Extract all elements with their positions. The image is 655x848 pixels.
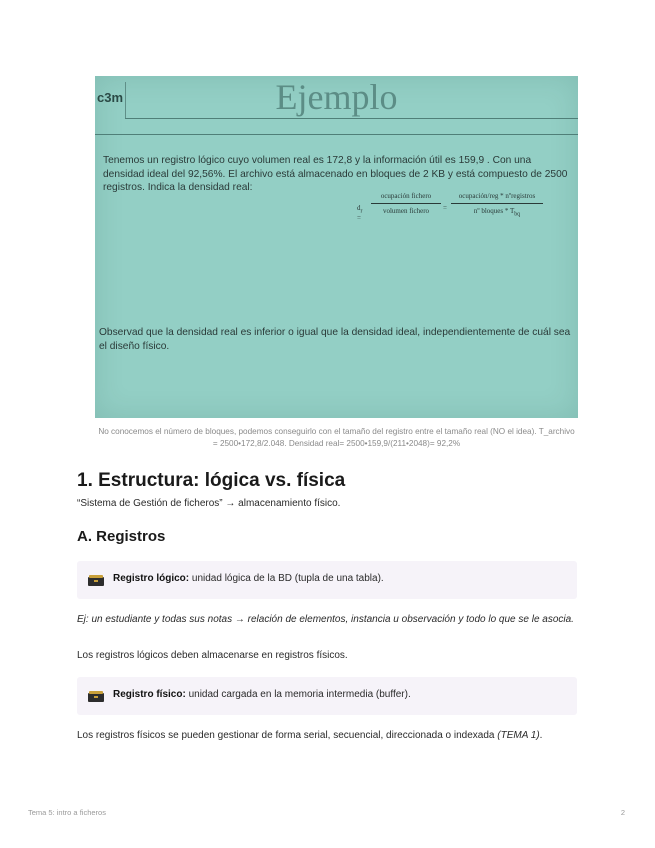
slide-observation-text: Observad que la densidad real es inferior o igual que la densidad ideal, independientemente de cuál sea el diseño físico. [99, 327, 571, 352]
page-number: 2 [620, 808, 625, 817]
ejemplo-text: Ej: un estudiante y todas sus notas → relación de elementos, instancia u observación y todo lo que se le asocia. [77, 614, 574, 625]
slide-title: Ejemplo [275, 77, 398, 117]
formula-lhs: $d_r$ = [357, 204, 363, 223]
example-slide-image: c3m Ejemplo Tenemos un registro lógico cuyo volumen real es 172,8 y la información útil es 159,9 . Con una densidad ideal del 92,56%. El archivo está almacenado en bloques de 2 KB y está compuesto de 2500 registros. Indica la densidad real: $d_r$ = ocupación fichero volumen fichero = ocupación/reg * nºregistros nº bloques * $T_{bq}$ Observad que la densidad real es inferior o igual que la densidad ideal, independientemente de cuál sea el diseño físico. [95, 76, 578, 418]
formula-fraction-2: ocupación/reg * nºregistros nº bloques * $T_{bq}$ [451, 192, 543, 217]
callout-label: Registro lógico: [113, 573, 190, 584]
callout-text: unidad lógica de la BD (tupla de una tabla). [189, 573, 384, 584]
callout-registro-fisico [77, 677, 577, 715]
image-caption: No conocemos el número de bloques, podemos conseguirlo con el tamaño del registro entre el tamaño real (NO el idea). T_archivo = 2500•172,8/2.048. Densidad real= 2500•159,9/(211•2048)= 92,2% [98, 427, 575, 448]
registros-logicos-text: Los registros lógicos deben almacenarse en registros físicos. [77, 650, 348, 661]
file-box-icon [88, 691, 104, 702]
formula-fraction-1: ocupación fichero volumen fichero [371, 192, 441, 215]
slide-rule-bottom [95, 134, 578, 135]
registros-fisicos-text: Los registros físicos se pueden gestionar de forma serial, secuencial, direccionada o indexada (TEMA 1). [77, 730, 543, 741]
slide-problem-text: Tenemos un registro lógico cuyo volumen real es 172,8 y la información útil es 159,9 . Con una densidad ideal del 92,56%. El archivo está almacenado en bloques de 2 KB y está compuesto de 2500 registros. Indica la densidad real: [103, 155, 568, 193]
file-box-icon [88, 575, 104, 586]
sistema-gestion-text: “Sistema de Gestión de ficheros” → almacenamiento físico. [77, 498, 341, 509]
slide-rule-top [125, 118, 578, 119]
callout-label: Registro físico: [113, 689, 186, 700]
callout-text: unidad cargada en la memoria intermedia (buffer). [185, 689, 411, 700]
callout-registro-logico [77, 561, 577, 599]
subsection-heading-registros: A. Registros [77, 528, 166, 545]
section-heading-estructura: 1. Estructura: lógica vs. física [77, 470, 346, 491]
footer-topic: Tema 5: intro a ficheros [28, 808, 106, 817]
c3m-logo: c3m [97, 90, 124, 105]
